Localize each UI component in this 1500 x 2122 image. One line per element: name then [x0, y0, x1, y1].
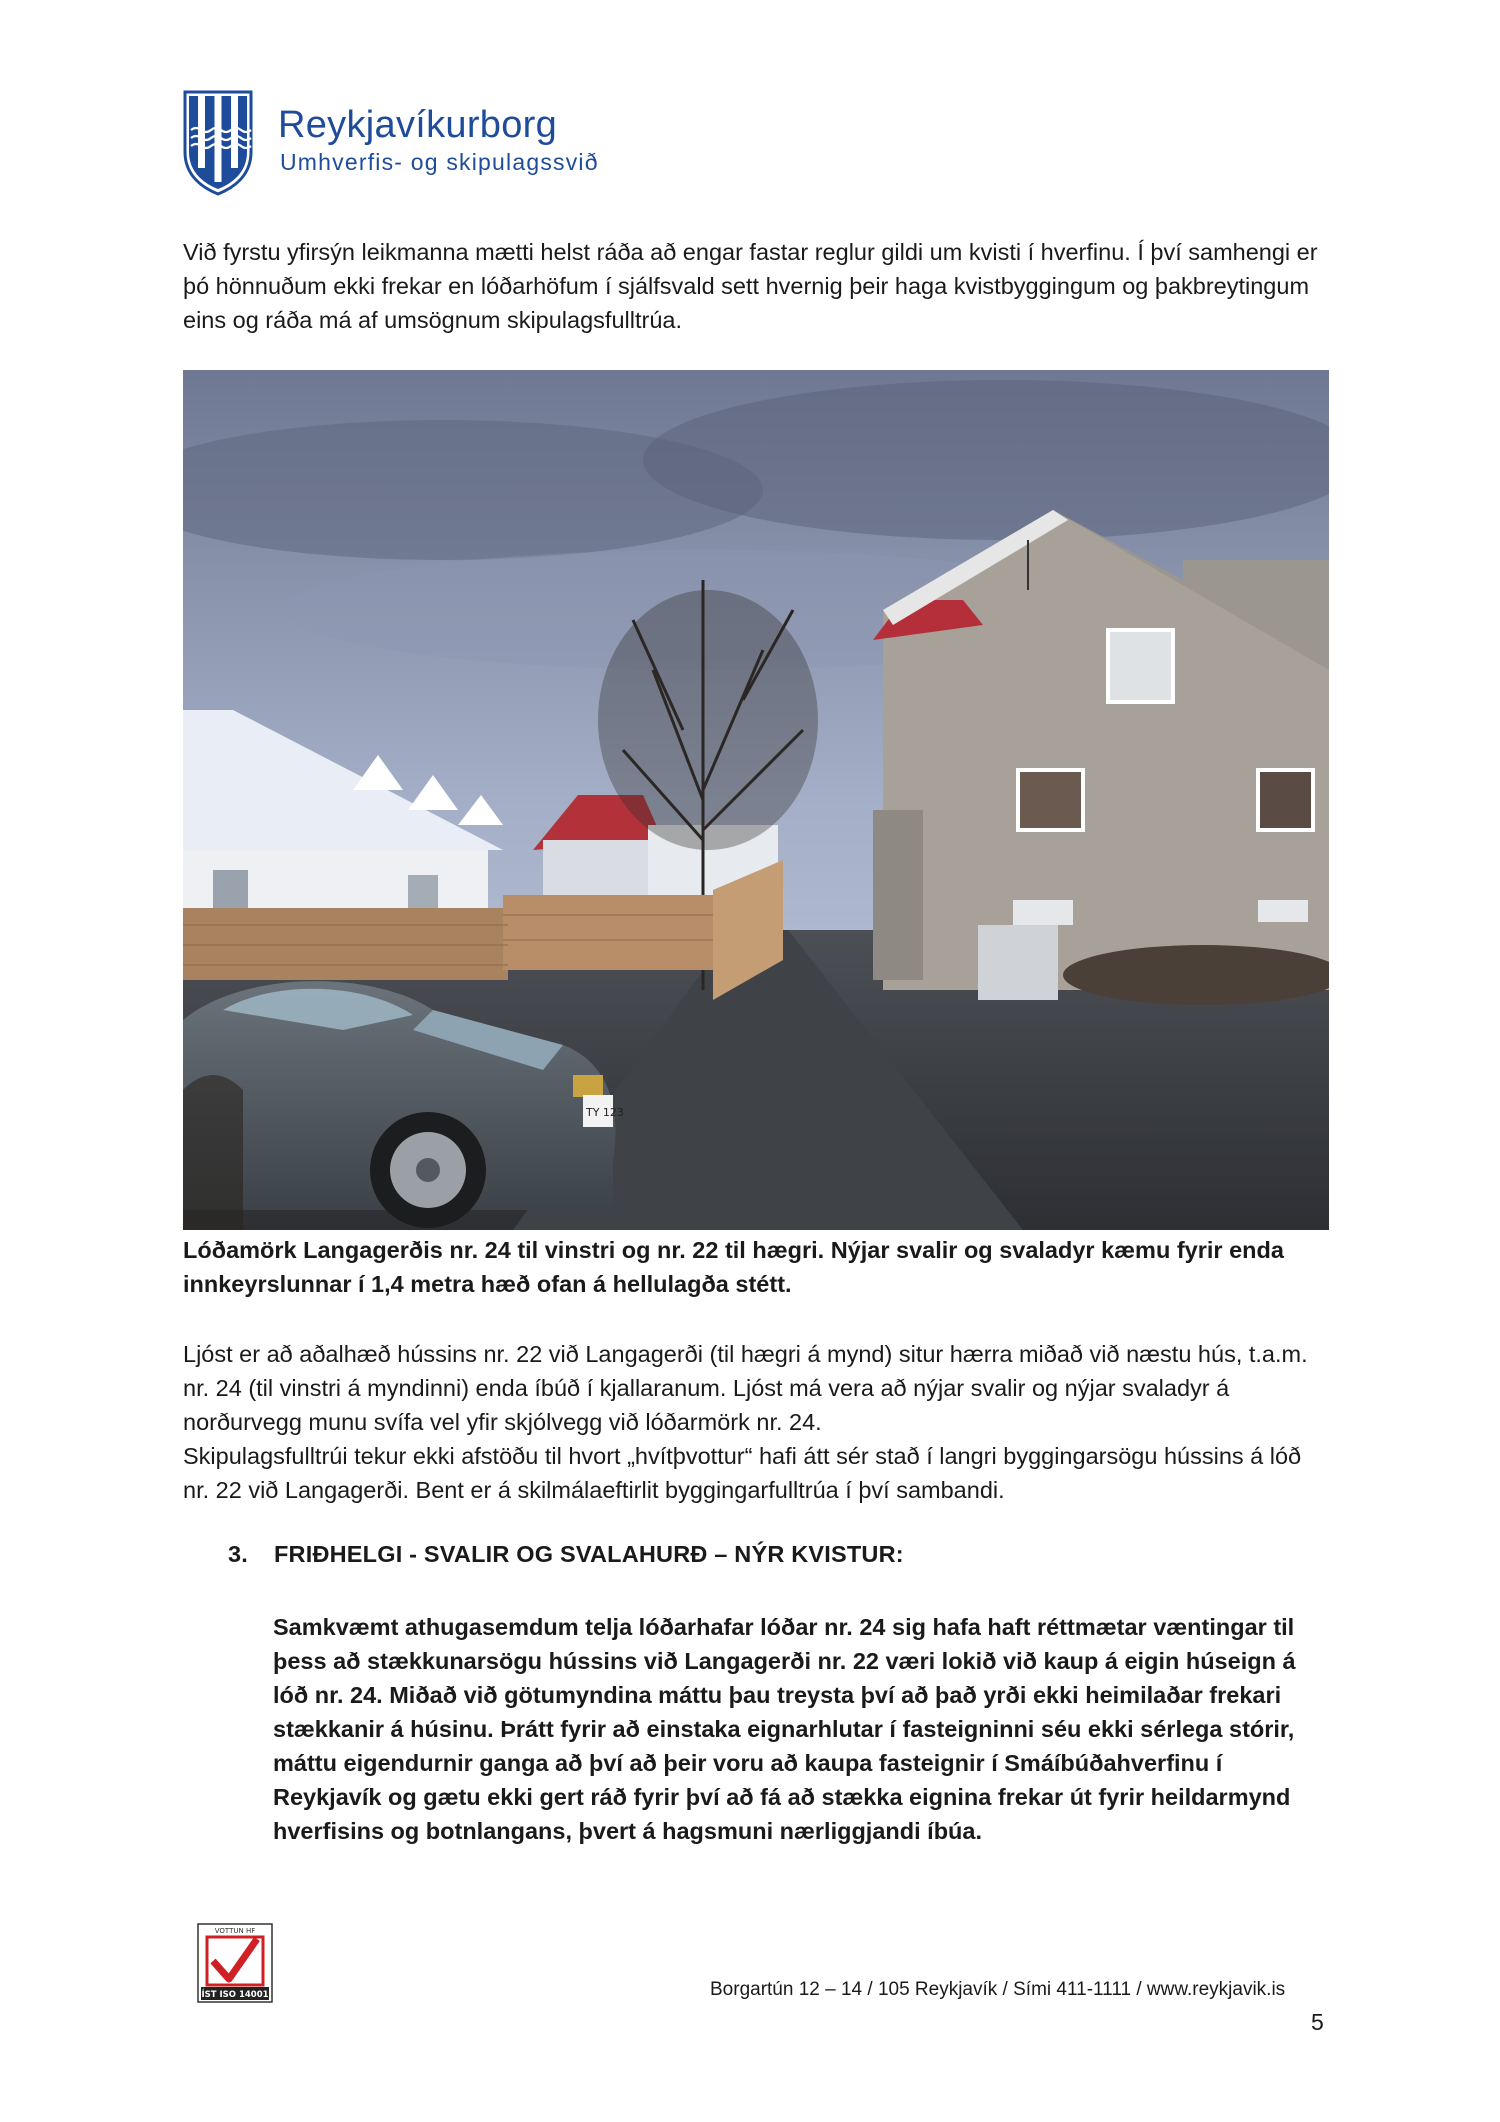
section-title: FRIÐHELGI - SVALIR OG SVALAHURÐ – NÝR KVISTUR:: [274, 1541, 904, 1567]
iso-certification-badge: [197, 1923, 273, 2003]
body-text: [183, 1337, 1333, 1507]
org-subtitle: Umhverfis- og skipulagssvið: [280, 149, 599, 175]
car-plate: TY 123: [586, 1106, 624, 1119]
page-number: 5: [1311, 2009, 1324, 2035]
section-text: Samkvæmt athugasemdum telja lóðarhafar lóðar nr. 24 sig hafa haft réttmætar væntingar til þess að stækkunarsögu hússins við Langagerði nr. 22 væri lokið við kaup á eigin húseign á lóð nr. 24. Miðað við götumyndina máttu þau treysta því að það yrði ekki heimilaðar frekari stækkanir á húsinu. Þrátt fyrir að einstaka eignarhlutar í fasteigninni séu ekki sérlega stórir, máttu eigendurnir ganga að því að þeir voru að kaupa fasteignir í Smáíbúðahverfinu í Reykjavík og gætu ekki gert ráð fyrir því að fá að stækka eignina frekar út fyrir heildarmynd hverfisins og botnlangans, þvert á hagsmuni nærliggjandi íbúa.: [273, 1614, 1296, 1844]
intro-paragraph: Við fyrstu yfirsýn leikmanna mætti helst ráða að engar fastar reglur gildi um kvisti í hverfinu. Í því samhengi er þó hönnuðum ekki frekar en lóðarhöfum í sjálfsvald sett hvernig þeir haga kvistbyggingum og þakbreytingum eins og ráða má af umsögnum skipulagsfulltrúa.: [183, 239, 1318, 333]
cert-bottom-label: ÍST ISO 14001: [201, 1990, 269, 2000]
body-paragraph-1: Ljóst er að aðalhæð hússins nr. 22 við Langagerði (til hægri á mynd) situr hærra miðað við næstu hús, t.a.m. nr. 24 (til vinstri á myndinni) enda íbúð í kjallaranum. Ljóst má vera að nýjar svalir og nýjar svaladyr á norðurvegg munu svífa vel yfir skjólvegg við lóðarmörk nr. 24.: [183, 1341, 1308, 1435]
cert-top-label: VOTTUN HF: [214, 1927, 256, 1935]
section-heading: [228, 1541, 904, 1568]
section-number: 3.: [228, 1541, 248, 1567]
photo-caption: Lóðamörk Langagerðis nr. 24 til vinstri og nr. 22 til hægri. Nýjar svalir og svaladyr kæmu fyrir enda innkeyrslunnar í 1,4 metra hæð ofan á hellulagða stétt.: [183, 1237, 1284, 1297]
footer-address: Borgartún 12 – 14 / 105 Reykjavík / Sími 411-1111 / www.reykjavik.is: [710, 1979, 1286, 2000]
body-paragraph-2: Skipulagsfulltrúi tekur ekki afstöðu til hvort „hvítþvottur“ hafi átt sér stað í langri byggingarsögu hússins á lóð nr. 22 við Langagerði. Bent er á skilmálaeftirlit byggingarfulltrúa í því sambandi.: [183, 1443, 1302, 1503]
org-name: Reykjavíkurborg: [278, 104, 558, 146]
reykjavik-coat-of-arms-logo: [183, 90, 253, 196]
street-photo: [183, 370, 1329, 1230]
